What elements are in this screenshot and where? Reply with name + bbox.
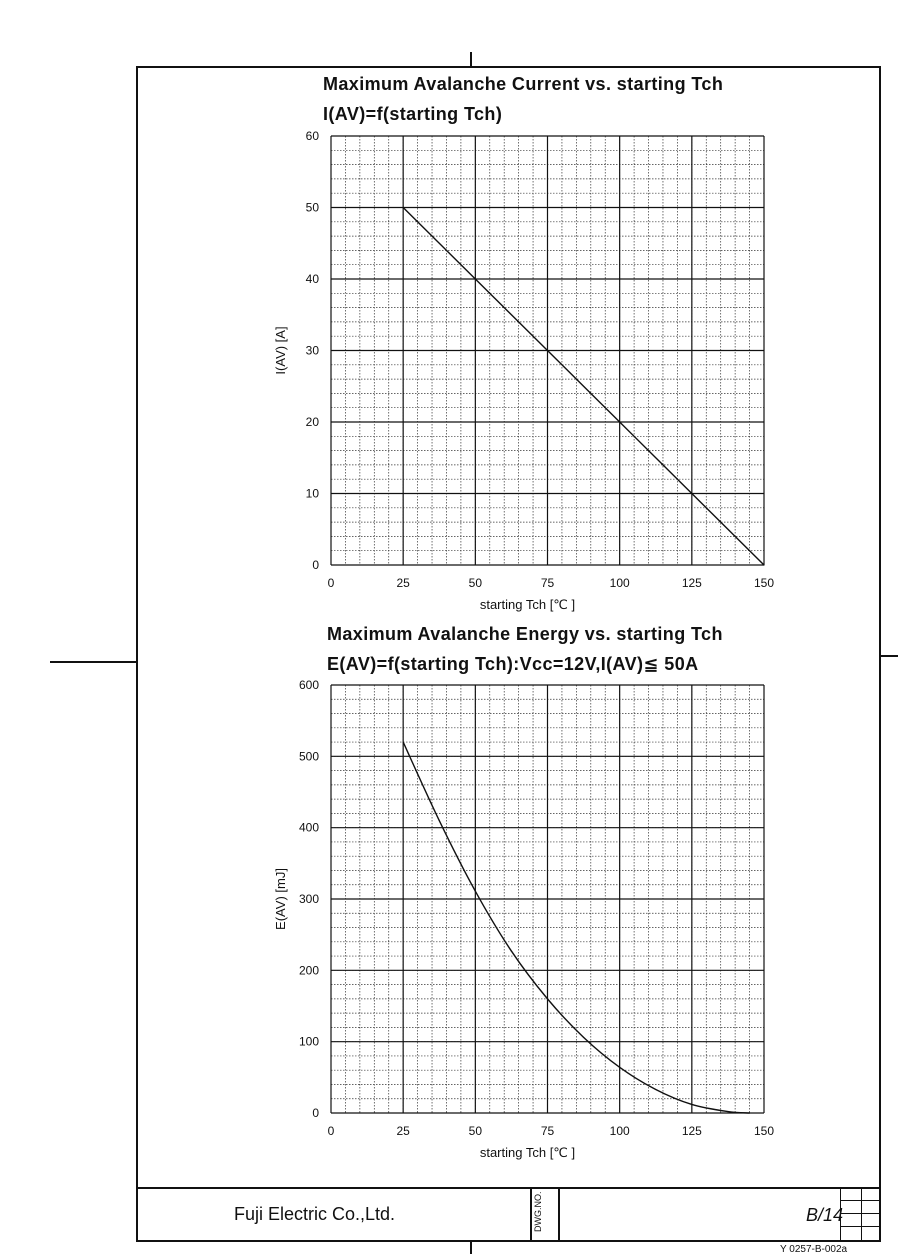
y-tick-label: 0 <box>312 1106 319 1120</box>
data-point <box>691 1104 692 1105</box>
y-tick-label: 400 <box>298 820 319 835</box>
page-number: B/14 <box>806 1205 844 1225</box>
x-tick-label: 100 <box>609 576 630 590</box>
title-block-divider-2 <box>558 1187 560 1240</box>
x-tick-label: 75 <box>540 576 555 590</box>
x-tick-label: 0 <box>327 1124 335 1138</box>
x-tick-label: 50 <box>468 576 483 590</box>
data-point <box>619 1067 620 1068</box>
x-tick-label: 0 <box>327 576 335 590</box>
crop-mark-bottom <box>470 1240 472 1254</box>
chart-2-grid <box>331 685 764 1113</box>
title-block-row-2 <box>840 1213 881 1214</box>
data-point <box>547 998 548 999</box>
x-tick-label: 125 <box>681 1124 702 1138</box>
data-point <box>655 1089 656 1090</box>
y-tick-label: 300 <box>298 892 319 906</box>
chart-2-subtitle: E(AV)=f(starting Tch):Vcc=12V,I(AV)≦ 50A <box>327 654 699 674</box>
y-tick-label: 10 <box>305 486 319 501</box>
x-tick-label: 25 <box>396 1124 410 1138</box>
x-tick-label: 75 <box>540 1124 555 1138</box>
title-block-row-3 <box>840 1226 881 1227</box>
title-block-row-1 <box>840 1200 881 1201</box>
y-tick-label: 200 <box>298 963 319 978</box>
y-tick-label: 600 <box>298 678 319 692</box>
y-tick-label: 60 <box>305 129 319 143</box>
y-tick-label: 100 <box>298 1034 319 1049</box>
y-tick-label: 0 <box>312 558 319 572</box>
data-point <box>403 741 404 742</box>
company-name: Fuji Electric Co.,Ltd. <box>234 1204 396 1224</box>
x-tick-label: 150 <box>753 1124 775 1138</box>
title-block-divider-1 <box>530 1187 532 1240</box>
data-point <box>475 891 476 892</box>
chart-2-title: Maximum Avalanche Energy vs. starting Tch <box>327 624 723 644</box>
chart-1-title: Maximum Avalanche Current vs. starting Tch <box>323 74 724 94</box>
y-tick-label: 50 <box>305 200 319 215</box>
data-point <box>749 1112 750 1113</box>
data-point <box>439 820 440 821</box>
x-tick-label: 125 <box>681 576 702 590</box>
title-block-top-rule <box>136 1187 881 1189</box>
y-tick-label: 40 <box>305 272 319 286</box>
y-tick-label: 20 <box>305 415 319 429</box>
x-tick-label: 100 <box>609 1124 630 1138</box>
x-tick-label: 150 <box>753 576 775 590</box>
y-axis-title: E(AV) [mJ] <box>273 868 288 930</box>
chart-1-subtitle: I(AV)=f(starting Tch) <box>323 104 503 124</box>
data-point <box>511 950 512 951</box>
data-point <box>583 1037 584 1038</box>
y-tick-label: 500 <box>298 749 319 764</box>
x-tick-label: 50 <box>468 1124 483 1138</box>
y-axis-title: I(AV) [A] <box>273 326 288 375</box>
x-tick-label: 25 <box>396 576 410 590</box>
x-axis-title: starting Tch [℃ ] <box>479 597 576 612</box>
y-tick-label: 30 <box>305 343 319 358</box>
x-axis-title: starting Tch [℃ ] <box>479 1145 576 1160</box>
drawing-number-label: DWG.NO. <box>533 1191 543 1232</box>
data-point <box>727 1111 728 1112</box>
document-code: Y 0257-B-002a <box>780 1244 848 1255</box>
